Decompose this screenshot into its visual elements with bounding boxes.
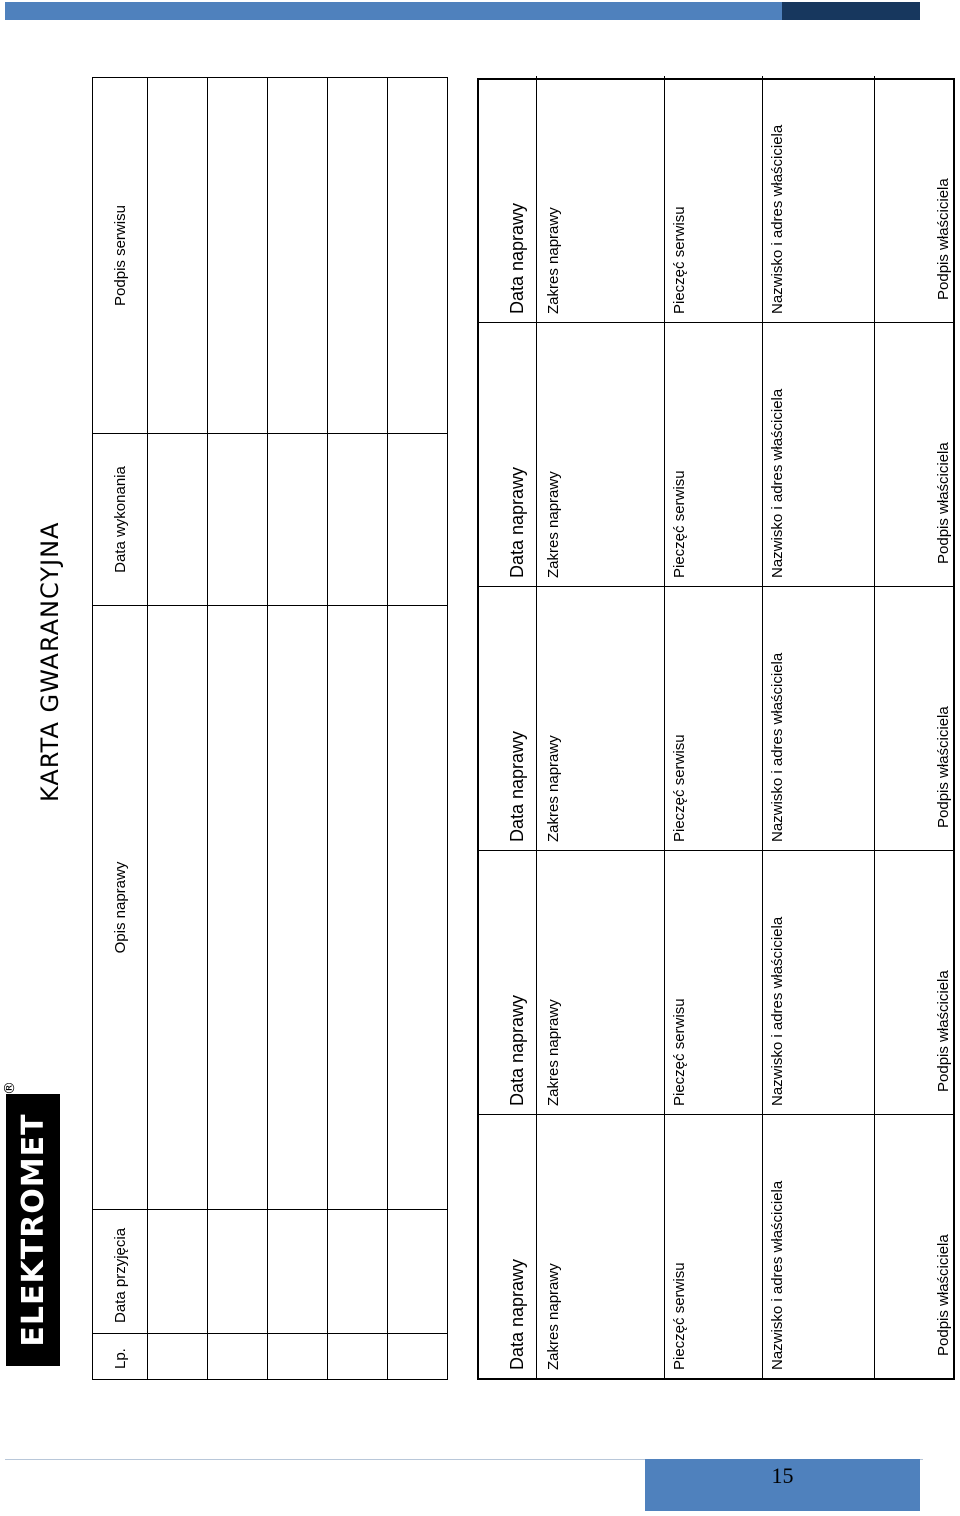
repair-cell-date [479, 586, 537, 850]
repair-label-owner: Nazwisko i adres właściciela [769, 124, 786, 314]
table-row [328, 78, 388, 1380]
repair-cell-stamp [665, 850, 763, 1114]
logo-text: ELEKTROMET [15, 1113, 51, 1347]
repair-cell-scope [537, 76, 665, 322]
repair-label-scope: Zakres naprawy [545, 999, 562, 1106]
repair-label-date: Data naprawy [507, 1258, 527, 1370]
table-row [388, 78, 448, 1380]
repair-cell-date [479, 1114, 537, 1378]
repair-label-date: Data naprawy [507, 202, 527, 314]
elektromet-logo [2, 1080, 60, 1366]
repair-label-scope: Zakres naprawy [545, 735, 562, 842]
repair-label-scope: Zakres naprawy [545, 207, 562, 314]
repair-label-stamp: Pieczęć serwisu [671, 998, 688, 1106]
repair-label-signature: Podpis właściciela [935, 442, 952, 564]
header-service-signature: Podpis serwisu [93, 78, 148, 434]
service-table [92, 77, 448, 1380]
repair-cell-date [479, 322, 537, 586]
header-completion-date: Data wykonania [93, 434, 148, 606]
repair-label-stamp: Pieczęć serwisu [671, 206, 688, 314]
table-row [208, 78, 268, 1380]
repair-label-signature: Podpis właściciela [935, 1234, 952, 1356]
repair-cell-signature [875, 322, 953, 586]
repair-cell-scope [537, 850, 665, 1114]
repair-label-owner: Nazwisko i adres właściciela [769, 388, 786, 578]
repair-cell-stamp [665, 1114, 763, 1378]
repair-cell-stamp [665, 586, 763, 850]
repair-cell-date [479, 850, 537, 1114]
repair-cell-scope [537, 1114, 665, 1378]
repair-label-signature: Podpis właściciela [935, 970, 952, 1092]
repair-label-owner: Nazwisko i adres właściciela [769, 916, 786, 1106]
repair-cell-signature [875, 76, 953, 322]
repair-label-signature: Podpis właściciela [935, 706, 952, 828]
repair-label-owner: Nazwisko i adres właściciela [769, 652, 786, 842]
warranty-card-page [0, 60, 960, 1380]
table-row [268, 78, 328, 1380]
repair-cell-signature [875, 850, 953, 1114]
repair-cell-scope [537, 322, 665, 586]
repair-label-stamp: Pieczęć serwisu [671, 470, 688, 578]
repair-label-scope: Zakres naprawy [545, 1263, 562, 1370]
repair-label-signature: Podpis właściciela [935, 178, 952, 300]
registered-mark: ® [2, 1080, 18, 1095]
repair-record-grid [477, 78, 955, 1380]
page-number: 15 [771, 1463, 794, 1488]
header-date-received: Data przyjęcia [93, 1210, 148, 1334]
repair-cell-stamp [665, 322, 763, 586]
running-header [5, 2, 782, 20]
repair-cell-stamp [665, 76, 763, 322]
repair-cell-scope [537, 586, 665, 850]
repair-label-date: Data naprawy [507, 466, 527, 578]
page-title: KARTA GWARANCYJNA [36, 521, 64, 802]
running-header-version [782, 2, 920, 20]
repair-cell-owner [763, 850, 875, 1114]
repair-label-date: Data naprawy [507, 730, 527, 842]
repair-label-stamp: Pieczęć serwisu [671, 1262, 688, 1370]
repair-label-stamp: Pieczęć serwisu [671, 734, 688, 842]
header-lp: Lp. [93, 1334, 148, 1380]
service-table-header [93, 78, 148, 1380]
repair-label-date: Data naprawy [507, 994, 527, 1106]
repair-cell-owner [763, 322, 875, 586]
header-repair-description: Opis naprawy [93, 606, 148, 1210]
repair-cell-owner [763, 586, 875, 850]
repair-cell-signature [875, 586, 953, 850]
footer-page-box [645, 1459, 920, 1511]
repair-cell-signature [875, 1114, 953, 1378]
table-row [148, 78, 208, 1380]
repair-cell-owner [763, 76, 875, 322]
repair-cell-owner [763, 1114, 875, 1378]
repair-label-scope: Zakres naprawy [545, 471, 562, 578]
repair-cell-date [479, 76, 537, 322]
repair-label-owner: Nazwisko i adres właściciela [769, 1180, 786, 1370]
